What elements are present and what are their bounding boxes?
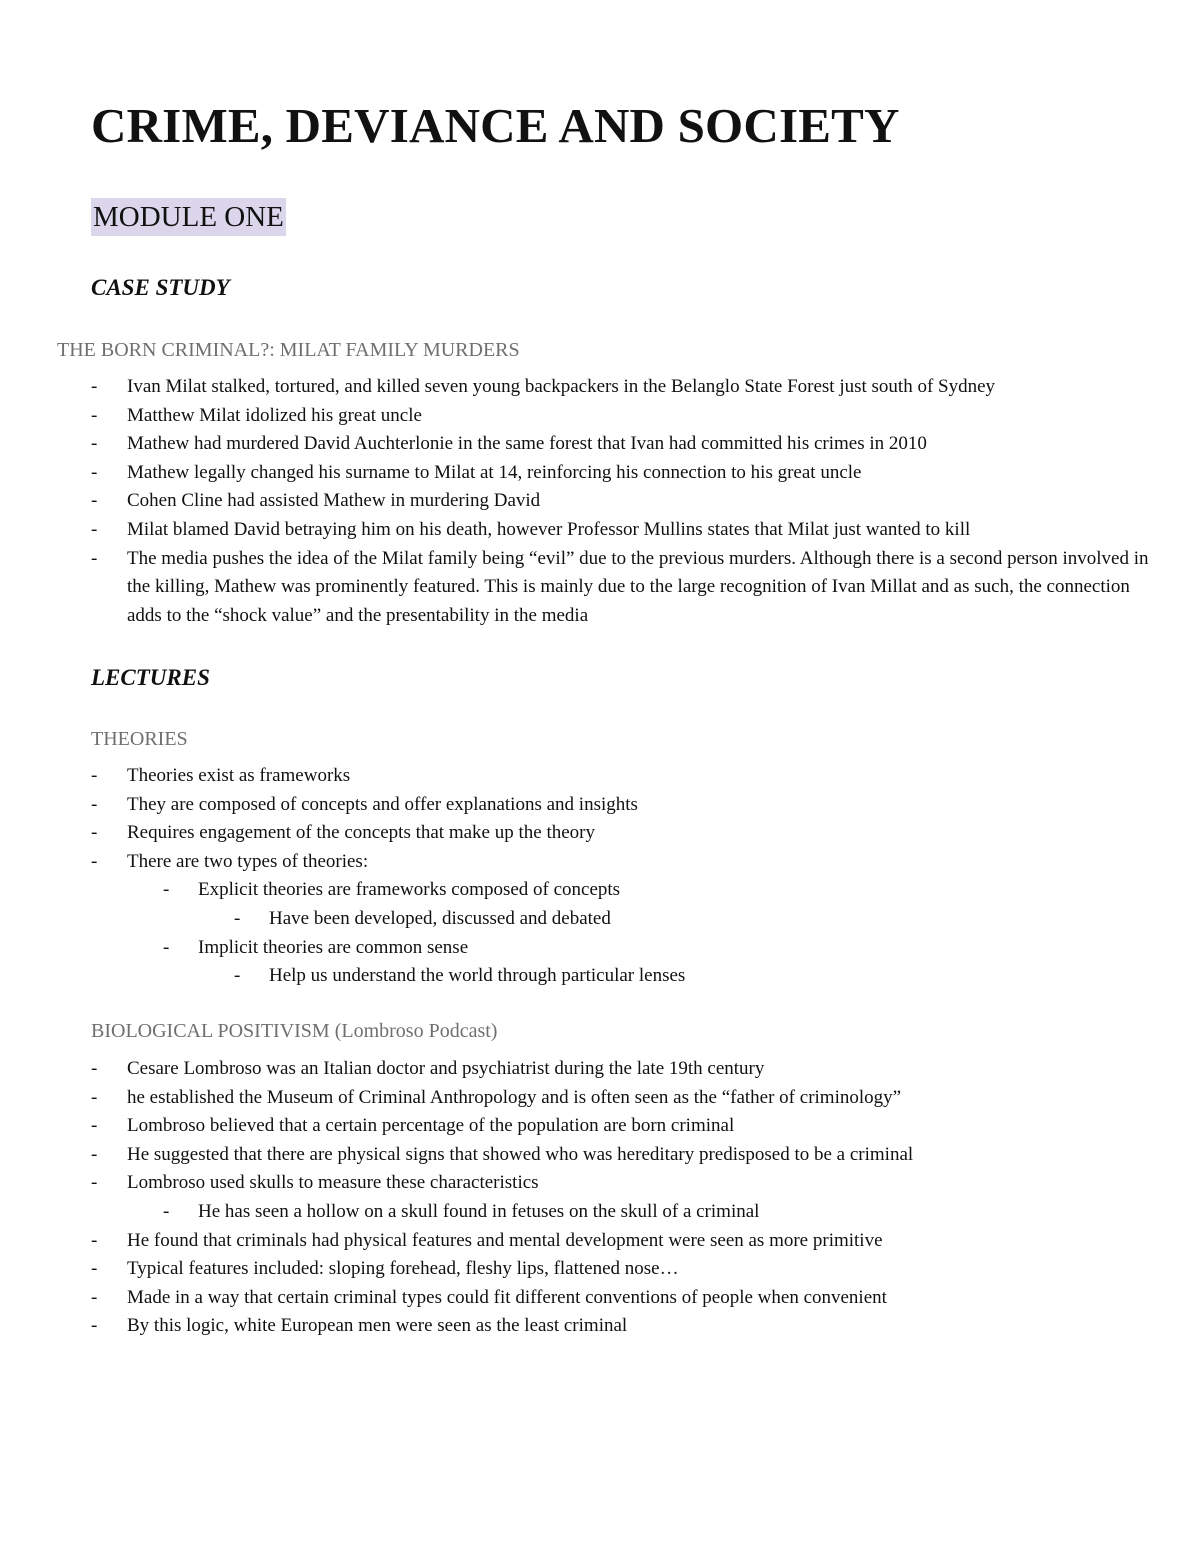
bullet-item [91,373,1161,402]
bullet-item [91,459,1161,488]
bullet-text: By this logic, white European men were seen as the least criminal [127,1315,628,1337]
bullet-marker: - [234,907,241,929]
bullet-marker: - [91,1143,98,1165]
bullet-item [91,848,1161,877]
bullet-text: They are composed of concepts and offer explanations and insights [127,793,638,815]
bullet-item [91,962,1161,991]
bullet-item [91,1084,1161,1113]
bullet-marker: - [91,1172,98,1194]
bullet-marker: - [91,547,98,569]
bullet-marker: - [91,793,98,815]
bullet-item [91,1227,1161,1256]
bullet-item [91,487,1161,516]
bullet-item [91,791,1161,820]
bullet-text: Made in a way that certain criminal types could fit different conventions of people when convenient [127,1286,887,1308]
bullet-item [91,876,1161,905]
bullet-marker: - [91,850,98,872]
bullet-item [91,545,1161,631]
biological-positivism-heading: BIOLOGICAL POSITIVISM (Lombroso Podcast) [91,1020,498,1042]
bullet-marker: - [234,965,241,987]
bullet-text: Typical features included: sloping forehead, fleshy lips, flattened nose… [127,1258,679,1280]
bullet-item [91,819,1161,848]
case-study-heading: CASE STUDY [91,275,230,300]
bullet-marker: - [163,936,170,958]
bullet-marker: - [91,1286,98,1308]
bullet-item [91,1198,1161,1227]
bullet-text: Have been developed, discussed and debated [269,907,611,929]
bullet-text: Theories exist as frameworks [127,765,351,786]
bullet-text: Matthew Milat idolized his great uncle [127,404,422,426]
bullet-text: Requires engagement of the concepts that make up the theory [127,822,595,844]
bullet-item [91,1284,1161,1313]
bullet-item [91,934,1161,963]
bullet-text: Implicit theories are common sense [198,936,469,958]
bullet-text: Lombroso used skulls to measure these characteristics [127,1172,539,1194]
lectures-heading: LECTURES [91,665,210,690]
bullet-item [91,516,1161,545]
biological-positivism-bullet-list [91,1055,1161,1341]
bullet-item [91,1055,1161,1084]
bullet-item [91,905,1161,934]
bullet-item [91,762,1161,791]
bullet-text: Ivan Milat stalked, tortured, and killed seven young backpackers in the Belanglo State Forest just south of Sydney [127,376,996,397]
bullet-text: Explicit theories are frameworks composed of concepts [198,879,621,901]
bullet-marker: - [91,1315,98,1337]
bullet-marker: - [91,461,98,483]
bullet-marker: - [163,1200,170,1222]
bullet-text: Help us understand the world through particular lenses [269,965,686,987]
bullet-item [91,1255,1161,1284]
bullet-marker: - [91,518,98,540]
bullet-marker: - [163,879,170,901]
bullet-marker: - [91,433,98,455]
bullet-marker: - [91,765,98,786]
bullet-text: The media pushes the idea of the Milat family being “evil” due to the previous murders. Although there is a second person involved in the killing, Mathew was prominently featured. This is mainly due to the large recognition of Ivan Millat and as such, the connection adds to the “shock value” and the presentability in the media [127,547,1149,626]
bullet-text: Cesare Lombroso was an Italian doctor and psychiatrist during the late 19th century [127,1058,765,1079]
bullet-item [91,1112,1161,1141]
bullet-marker: - [91,404,98,426]
bullet-text: Mathew had murdered David Auchterlonie in the same forest that Ivan had committed his crimes in 2010 [127,433,927,455]
bullet-marker: - [91,376,98,397]
bullet-text: he established the Museum of Criminal Anthropology and is often seen as the “father of criminology” [127,1086,902,1108]
bullet-text: Milat blamed David betraying him on his death, however Professor Mullins states that Milat just wanted to kill [127,518,971,540]
bullet-text: He suggested that there are physical signs that showed who was hereditary predisposed to be a criminal [127,1143,914,1165]
bullet-item [91,1141,1161,1170]
theories-heading: THEORIES [91,728,188,750]
bullet-item [91,402,1161,431]
bullet-marker: - [91,822,98,844]
bullet-marker: - [91,490,98,512]
module-heading: MODULE ONE [91,198,286,236]
born-criminal-heading: THE BORN CRIMINAL?: MILAT FAMILY MURDERS [57,339,520,361]
bullet-item [91,1312,1161,1341]
bullet-item [91,430,1161,459]
theories-bullet-list [91,762,1161,991]
bullet-marker: - [91,1086,98,1108]
bullet-marker: - [91,1058,98,1079]
bullet-marker: - [91,1229,98,1251]
bullet-text: Lombroso believed that a certain percentage of the population are born criminal [127,1115,735,1137]
case-study-bullet-list [91,373,1161,630]
bullet-item [91,1169,1161,1198]
bullet-text: He found that criminals had physical features and mental development were seen as more primitive [127,1229,883,1251]
bullet-text: Mathew legally changed his surname to Milat at 14, reinforcing his connection to his great uncle [127,461,862,483]
bullet-text: Cohen Cline had assisted Mathew in murdering David [127,490,541,512]
document-title: CRIME, DEVIANCE AND SOCIETY [91,98,900,153]
bullet-text: There are two types of theories: [127,850,369,872]
bullet-marker: - [91,1258,98,1280]
bullet-marker: - [91,1115,98,1137]
bullet-text: He has seen a hollow on a skull found in fetuses on the skull of a criminal [198,1200,760,1222]
